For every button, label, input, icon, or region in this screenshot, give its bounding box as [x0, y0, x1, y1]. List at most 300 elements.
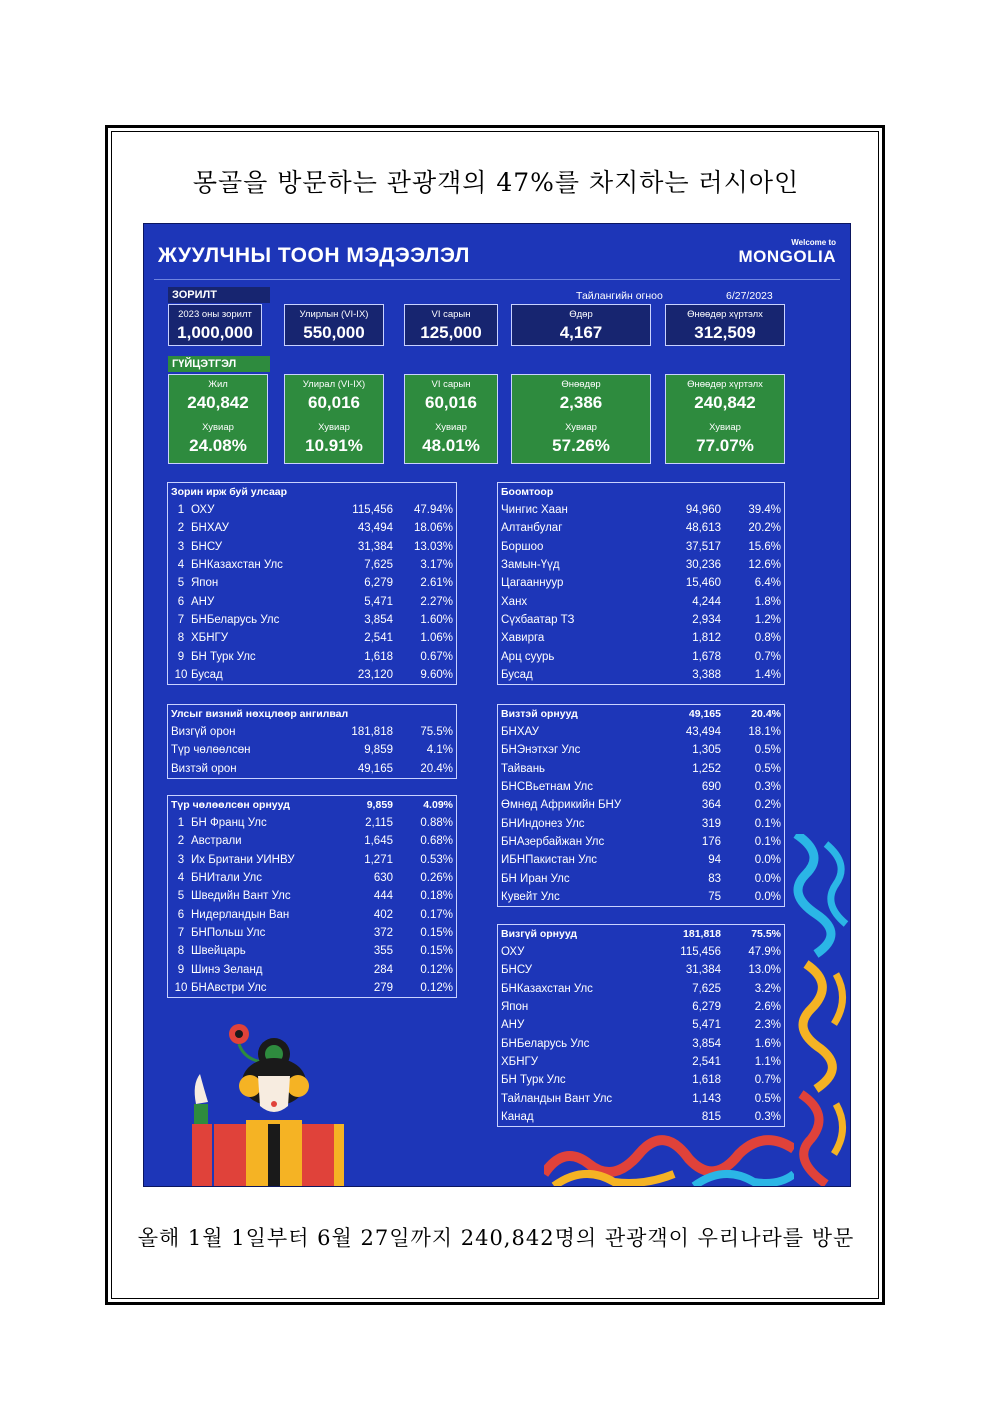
- table-row: [498, 869, 784, 887]
- name-cell: ИБНПакистан Улс: [501, 854, 598, 867]
- rank-cell: 5: [177, 890, 185, 903]
- target-card-to-date: [665, 304, 785, 346]
- card-value: 312,509: [694, 323, 756, 342]
- table-row: [498, 538, 784, 556]
- name-cell: Ханх: [501, 595, 528, 608]
- card-pct: 10.91%: [305, 436, 363, 455]
- name-cell: ОХУ: [501, 946, 525, 959]
- percent-cell: 20.4%: [751, 708, 781, 720]
- table-row: [498, 1016, 784, 1034]
- rank-cell: 9: [177, 650, 185, 663]
- rank-cell: 4: [177, 872, 185, 885]
- table-row: [168, 501, 456, 519]
- table-row: [168, 887, 456, 905]
- percent-cell: 2.27%: [420, 595, 453, 608]
- value-cell: 9,859: [366, 799, 393, 811]
- percent-cell: 1.06%: [420, 632, 453, 645]
- value-cell: 4,244: [692, 595, 721, 608]
- table-title: Визтэй орнууд: [501, 708, 578, 720]
- rank-cell: 8: [177, 945, 185, 958]
- value-cell: 37,517: [685, 540, 721, 553]
- value-cell: 181,818: [683, 928, 721, 940]
- name-cell: Боршоо: [501, 540, 544, 553]
- percent-cell: 1.4%: [754, 668, 781, 681]
- value-cell: 690: [701, 781, 721, 794]
- table-row: [168, 556, 456, 574]
- percent-cell: 15.6%: [748, 540, 781, 553]
- infographic-title: ЖУУЛЧНЫ ТООН МЭДЭЭЛЭЛ: [158, 244, 470, 267]
- name-cell: Арц суурь: [501, 650, 555, 663]
- name-cell: БНИтали Улс: [191, 872, 262, 885]
- percent-cell: 3.2%: [754, 982, 781, 995]
- name-cell: Япон: [501, 1001, 529, 1014]
- table-title: Боомтоор: [501, 486, 554, 498]
- percent-cell: 0.1%: [754, 835, 781, 848]
- rank-cell: 10: [174, 668, 188, 681]
- percent-cell: 0.2%: [754, 799, 781, 812]
- value-cell: 402: [373, 908, 393, 921]
- name-cell: Визгүй орон: [171, 726, 236, 739]
- percent-cell: 75.5%: [751, 928, 781, 940]
- table-row: [168, 869, 456, 887]
- value-cell: 48,613: [685, 522, 721, 535]
- card-pct: 57.26%: [552, 436, 610, 455]
- target-section-label: ЗОРИЛТ: [168, 287, 270, 303]
- card-pct: 48.01%: [422, 436, 480, 455]
- brand-logo: [739, 238, 837, 267]
- name-cell: БНСУ: [191, 540, 223, 553]
- table-row: [498, 592, 784, 610]
- table-title: Зорин ирж буй улсаар: [171, 486, 288, 498]
- value-cell: 284: [373, 963, 393, 976]
- name-cell: БНСУ: [501, 964, 533, 977]
- visa-free-table: [497, 924, 785, 1127]
- rank-cell: 6: [177, 595, 185, 608]
- value-cell: 31,384: [357, 540, 393, 553]
- value-cell: 49,165: [688, 708, 721, 720]
- target-card-year: [168, 304, 262, 346]
- rank-cell: 7: [177, 926, 185, 939]
- table-header: [498, 925, 784, 943]
- name-cell: АНУ: [191, 595, 215, 608]
- name-cell: Канад: [501, 1110, 534, 1123]
- percent-cell: 0.15%: [420, 945, 453, 958]
- document-title: 몽골을 방문하는 관광객의 47%를 차지하는 러시아인: [192, 168, 800, 197]
- table-row: [498, 629, 784, 647]
- value-cell: 31,384: [685, 964, 721, 977]
- table-row: [498, 1053, 784, 1071]
- percent-cell: 1.60%: [420, 613, 453, 626]
- value-cell: 9,859: [364, 744, 393, 757]
- percent-cell: 0.12%: [420, 981, 453, 994]
- name-cell: БНИндонез Улс: [501, 817, 585, 830]
- name-cell: АНУ: [501, 1019, 525, 1032]
- name-cell: Хавирга: [501, 632, 545, 645]
- table-row: [168, 814, 456, 832]
- value-cell: 815: [701, 1110, 721, 1123]
- card-value: 240,842: [187, 393, 249, 412]
- table-row: [498, 501, 784, 519]
- rank-cell: 5: [177, 577, 185, 590]
- value-cell: 2,934: [692, 613, 721, 626]
- card-label: Өнөөдөр хүртэлх: [687, 379, 763, 390]
- name-cell: Алтанбулаг: [501, 522, 563, 535]
- rank-cell: 7: [177, 613, 185, 626]
- value-cell: 6,279: [692, 1001, 721, 1014]
- percent-cell: 9.60%: [420, 668, 453, 681]
- value-cell: 1,271: [364, 853, 393, 866]
- card-label: Өнөөдөр хүртэлх: [687, 309, 763, 320]
- table-row: [498, 723, 784, 741]
- value-cell: 1,305: [692, 744, 721, 757]
- value-cell: 7,625: [692, 982, 721, 995]
- value-cell: 75: [708, 890, 721, 903]
- percent-cell: 0.15%: [420, 926, 453, 939]
- table-row: [498, 1034, 784, 1052]
- value-cell: 181,818: [351, 726, 393, 739]
- card-pct-label: Хувиар: [565, 422, 597, 433]
- percent-cell: 2.6%: [754, 1001, 781, 1014]
- brand-welcome: Welcome to: [791, 238, 836, 247]
- name-cell: БН Франц Улс: [191, 817, 267, 830]
- value-cell: 6,279: [364, 577, 393, 590]
- card-value: 4,167: [559, 323, 603, 342]
- name-cell: БНАвстри Улс: [191, 981, 267, 994]
- value-cell: 3,854: [364, 613, 393, 626]
- tourism-infographic: [143, 223, 851, 1187]
- table-header: [498, 483, 784, 501]
- card-pct: 24.08%: [189, 436, 247, 455]
- table-row: [168, 519, 456, 537]
- name-cell: Визтэй орон: [171, 762, 237, 775]
- value-cell: 94,960: [685, 504, 721, 517]
- percent-cell: 2.61%: [420, 577, 453, 590]
- table-row: [168, 538, 456, 556]
- rank-cell: 1: [177, 817, 185, 830]
- card-pct-label: Хувиар: [318, 422, 350, 433]
- card-label: Өнөөдөр: [561, 379, 601, 390]
- name-cell: Тайвань: [501, 762, 546, 775]
- target-card-season: [284, 304, 384, 346]
- table-row: [498, 574, 784, 592]
- table-row: [498, 814, 784, 832]
- name-cell: БНКазахстан Улс: [191, 559, 283, 572]
- value-cell: 43,494: [357, 522, 393, 535]
- value-cell: 1,645: [364, 835, 393, 848]
- card-pct: 77.07%: [696, 436, 754, 455]
- value-cell: 30,236: [685, 559, 721, 572]
- performance-section-label: ГҮЙЦЭТГЭЛ: [168, 356, 270, 372]
- rank-cell: 2: [177, 522, 185, 535]
- value-cell: 1,618: [364, 650, 393, 663]
- card-pct-label: Хувиар: [202, 422, 234, 433]
- value-cell: 3,388: [692, 668, 721, 681]
- table-row: [498, 796, 784, 814]
- table-header: [168, 483, 456, 501]
- table-row: [168, 574, 456, 592]
- percent-cell: 0.0%: [754, 872, 781, 885]
- table-row: [498, 851, 784, 869]
- table-row: [168, 960, 456, 978]
- name-cell: Чингис Хаан: [501, 504, 568, 517]
- table-row: [498, 833, 784, 851]
- decorative-pattern-right: [786, 834, 850, 1186]
- percent-cell: 13.0%: [748, 964, 781, 977]
- value-cell: 319: [701, 817, 721, 830]
- value-cell: 115,456: [680, 946, 721, 959]
- card-value: 550,000: [303, 323, 365, 342]
- percent-cell: 2.3%: [754, 1019, 781, 1032]
- card-label: Улирлын (VI-IX): [299, 309, 369, 320]
- table-row: [168, 760, 456, 778]
- percent-cell: 20.2%: [748, 522, 781, 535]
- name-cell: БНХАУ: [501, 726, 539, 739]
- card-label: 2023 оны зорилт: [178, 309, 252, 320]
- percent-cell: 1.2%: [754, 613, 781, 626]
- percent-cell: 0.7%: [754, 1074, 781, 1087]
- percent-cell: 1.8%: [754, 595, 781, 608]
- name-cell: БНЭнэтхэг Улс: [501, 744, 581, 757]
- value-cell: 7,625: [364, 559, 393, 572]
- percent-cell: 0.18%: [420, 890, 453, 903]
- percent-cell: 0.8%: [754, 632, 781, 645]
- name-cell: Өмнөд Африкийн БНУ: [501, 799, 622, 812]
- name-cell: Кувейт Улс: [501, 890, 560, 903]
- name-cell: Австрали: [191, 835, 242, 848]
- name-cell: Япон: [191, 577, 219, 590]
- table-row: [168, 924, 456, 942]
- table-row: [498, 943, 784, 961]
- percent-cell: 0.68%: [420, 835, 453, 848]
- table-row: [498, 998, 784, 1016]
- percent-cell: 18.06%: [413, 522, 453, 535]
- name-cell: Нидерландын Ван: [191, 908, 290, 921]
- value-cell: 49,165: [357, 762, 393, 775]
- card-value: 240,842: [694, 393, 756, 412]
- table-row: [168, 942, 456, 960]
- rank-cell: 4: [177, 559, 185, 572]
- table-row: [498, 1071, 784, 1089]
- card-label: VI сарын: [431, 309, 471, 320]
- percent-cell: 4.09%: [423, 799, 453, 811]
- value-cell: 5,471: [364, 595, 393, 608]
- traditional-figure-illustration: [174, 1014, 364, 1186]
- percent-cell: 0.0%: [754, 854, 781, 867]
- value-cell: 2,541: [364, 632, 393, 645]
- name-cell: Сүхбаатар ТЗ: [501, 613, 575, 626]
- table-header: [168, 796, 456, 814]
- table-row: [168, 666, 456, 684]
- table-row: [498, 1089, 784, 1107]
- value-cell: 115,456: [352, 504, 393, 517]
- value-cell: 94: [708, 854, 721, 867]
- rank-cell: 3: [177, 540, 185, 553]
- rank-cell: 1: [177, 504, 185, 517]
- table-row: [498, 741, 784, 759]
- visa-countries-table: [497, 704, 785, 907]
- temp-exempt-table: [167, 795, 457, 998]
- table-title: Визгүй орнууд: [501, 928, 578, 940]
- table-row: [498, 556, 784, 574]
- percent-cell: 0.67%: [420, 650, 453, 663]
- rank-cell: 9: [177, 963, 185, 976]
- card-value: 60,016: [425, 393, 477, 412]
- document-caption: 올해 1월 1일부터 6월 27일까지 240,842명의 관광객이 우리나라를 방문: [137, 1226, 855, 1250]
- card-label: Өдөр: [569, 309, 593, 320]
- visa-type-table: [167, 704, 457, 779]
- performance-card-month: [404, 374, 498, 464]
- name-cell: БНКазахстан Улс: [501, 982, 593, 995]
- percent-cell: 13.03%: [413, 540, 453, 553]
- table-row: [498, 666, 784, 684]
- percent-cell: 0.3%: [754, 1110, 781, 1123]
- value-cell: 2,115: [365, 817, 393, 830]
- card-value: 60,016: [308, 393, 360, 412]
- table-row: [498, 519, 784, 537]
- name-cell: БНБеларусь Улс: [191, 613, 280, 626]
- table-row: [168, 611, 456, 629]
- value-cell: 1,143: [692, 1092, 721, 1105]
- card-pct-label: Хувиар: [709, 422, 741, 433]
- percent-cell: 0.5%: [754, 762, 781, 775]
- value-cell: 43,494: [685, 726, 721, 739]
- target-card-day: [511, 304, 651, 346]
- name-cell: ОХУ: [191, 504, 215, 517]
- percent-cell: 47.94%: [413, 504, 453, 517]
- name-cell: Шинэ Зеланд: [191, 963, 263, 976]
- rank-cell: 6: [177, 908, 185, 921]
- percent-cell: 0.3%: [754, 781, 781, 794]
- name-cell: ХБНГУ: [501, 1055, 539, 1068]
- table-row: [168, 629, 456, 647]
- value-cell: 176: [701, 835, 721, 848]
- percent-cell: 1.1%: [754, 1055, 781, 1068]
- name-cell: БНХАУ: [191, 522, 229, 535]
- value-cell: 23,120: [357, 668, 393, 681]
- percent-cell: 3.17%: [420, 559, 453, 572]
- value-cell: 355: [373, 945, 393, 958]
- value-cell: 279: [373, 981, 393, 994]
- table-row: [498, 778, 784, 796]
- percent-cell: 12.6%: [748, 559, 781, 572]
- performance-card-season: [284, 374, 384, 464]
- percent-cell: 1.6%: [754, 1037, 781, 1050]
- value-cell: 83: [708, 872, 721, 885]
- table-row: [498, 760, 784, 778]
- percent-cell: 75.5%: [420, 726, 453, 739]
- rank-cell: 8: [177, 632, 185, 645]
- value-cell: 372: [373, 926, 393, 939]
- table-header: [168, 705, 456, 723]
- percent-cell: 0.1%: [754, 817, 781, 830]
- card-value: 2,386: [559, 393, 603, 412]
- percent-cell: 39.4%: [748, 504, 781, 517]
- table-row: [498, 980, 784, 998]
- name-cell: БН Иран Улс: [501, 872, 570, 885]
- rank-cell: 2: [177, 835, 185, 848]
- table-row: [168, 741, 456, 759]
- name-cell: БНАзербайжан Улс: [501, 835, 605, 848]
- value-cell: 364: [701, 799, 721, 812]
- value-cell: 1,618: [692, 1074, 721, 1087]
- percent-cell: 0.0%: [754, 890, 781, 903]
- target-card-month: [404, 304, 498, 346]
- table-header: [498, 705, 784, 723]
- card-label: Улирал (VI-IX): [302, 379, 366, 390]
- percent-cell: 0.5%: [754, 1092, 781, 1105]
- performance-card-to-date: [665, 374, 785, 464]
- percent-cell: 0.26%: [420, 872, 453, 885]
- name-cell: Тайландын Вант Улс: [501, 1092, 613, 1105]
- table-row: [498, 961, 784, 979]
- name-cell: ХБНГУ: [191, 632, 229, 645]
- table-title: Улсыг визний нөхцлөөр ангилвал: [171, 708, 349, 720]
- card-label: VI сарын: [431, 379, 471, 390]
- table-row: [498, 888, 784, 906]
- value-cell: 3,854: [692, 1037, 721, 1050]
- value-cell: 630: [373, 872, 393, 885]
- name-cell: Түр чөлөөлсөн: [171, 744, 251, 757]
- value-cell: 1,678: [692, 650, 721, 663]
- percent-cell: 0.12%: [420, 963, 453, 976]
- table-row: [168, 832, 456, 850]
- value-cell: 1,252: [692, 762, 721, 775]
- percent-cell: 0.5%: [754, 744, 781, 757]
- name-cell: Цагааннуур: [501, 577, 564, 590]
- value-cell: 5,471: [692, 1019, 721, 1032]
- table-row: [168, 723, 456, 741]
- rank-cell: 10: [174, 981, 188, 994]
- table-title: Түр чөлөөлсөн орнууд: [171, 799, 290, 811]
- table-row: [498, 611, 784, 629]
- name-cell: БНБеларусь Улс: [501, 1037, 590, 1050]
- table-row: [168, 592, 456, 610]
- name-cell: БН Турк Улс: [501, 1074, 566, 1087]
- name-cell: Бусад: [501, 668, 533, 681]
- percent-cell: 0.88%: [420, 817, 453, 830]
- name-cell: БН Турк Улс: [191, 650, 256, 663]
- percent-cell: 47.9%: [748, 946, 781, 959]
- decorative-pattern-bottom: [544, 1124, 794, 1186]
- percent-cell: 0.17%: [420, 908, 453, 921]
- value-cell: 2,541: [692, 1055, 721, 1068]
- card-value: 125,000: [420, 323, 482, 342]
- performance-card-year: [168, 374, 268, 464]
- countries-table: [167, 482, 457, 685]
- table-row: [168, 851, 456, 869]
- table-row: [168, 905, 456, 923]
- brand-name: MONGOLIA: [738, 247, 836, 266]
- name-cell: БНСВьетнам Улс: [501, 781, 593, 794]
- name-cell: Бусад: [191, 668, 223, 681]
- report-date-label: Тайлангийн огноо: [576, 290, 663, 302]
- card-value: 1,000,000: [177, 323, 253, 342]
- card-pct-label: Хувиар: [435, 422, 467, 433]
- name-cell: Шведийн Вант Улс: [191, 890, 291, 903]
- percent-cell: 4.1%: [426, 744, 453, 757]
- table-row: [168, 647, 456, 665]
- name-cell: Швейцарь: [191, 945, 246, 958]
- percent-cell: 6.4%: [754, 577, 781, 590]
- card-label: Жил: [208, 379, 228, 390]
- name-cell: Их Британи УИНВУ: [191, 853, 295, 866]
- value-cell: 1,812: [692, 632, 721, 645]
- header-divider: [154, 279, 840, 280]
- performance-card-today: [511, 374, 651, 464]
- name-cell: БНПольш Улс: [191, 926, 266, 939]
- table-row: [168, 979, 456, 997]
- table-row: [498, 647, 784, 665]
